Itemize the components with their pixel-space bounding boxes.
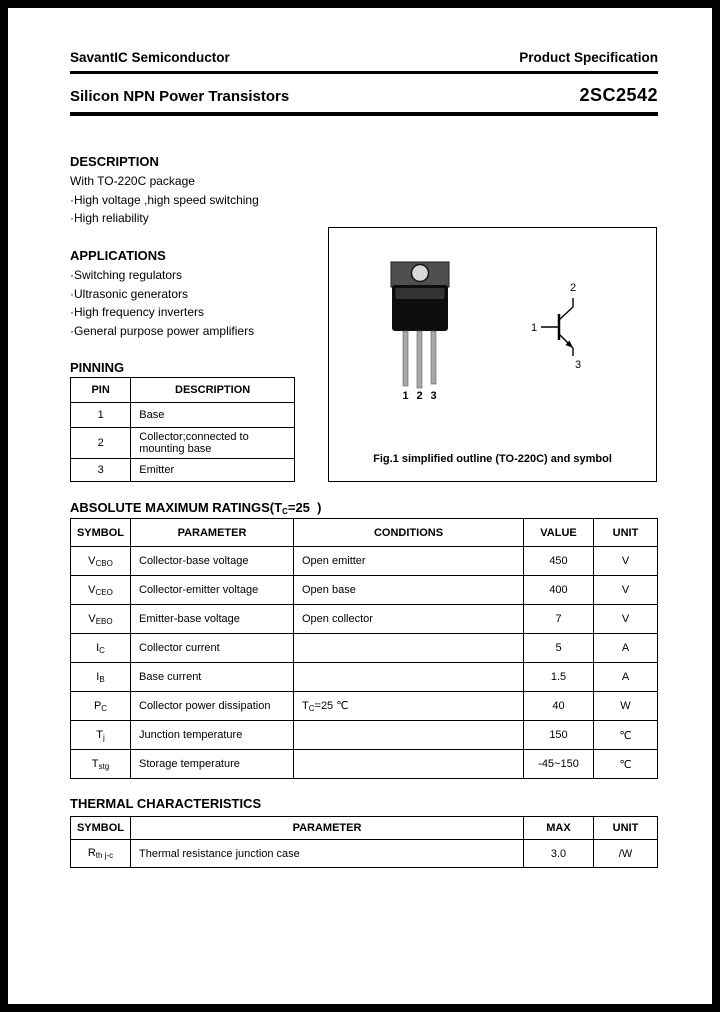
parameter-cell: Collector current <box>131 634 294 663</box>
header-rule <box>70 71 658 74</box>
doc-title: Silicon NPN Power Transistors <box>70 88 290 105</box>
table-row <box>71 634 658 663</box>
table-header-row <box>71 519 658 547</box>
conditions-cell: Open emitter <box>294 547 524 576</box>
symbol-sub: th j-c <box>95 851 114 860</box>
table-row <box>71 721 658 750</box>
unit-cell: V <box>594 576 658 605</box>
base-pin-label: 1 <box>531 322 538 334</box>
symbol-sub: stg <box>98 761 110 771</box>
table-row <box>71 750 658 779</box>
table-row <box>71 459 295 482</box>
value-cell: 7 <box>524 605 594 634</box>
ratings-heading-sub: C <box>282 507 288 516</box>
package-pin-label: 2 <box>416 390 423 402</box>
symbol-col-header: SYMBOL <box>71 817 131 840</box>
description-heading: DESCRIPTION <box>70 154 159 169</box>
figure-graphic <box>329 228 656 438</box>
symbol-cell <box>71 750 131 779</box>
title-row <box>70 85 658 106</box>
symbol-cell <box>71 692 131 721</box>
value-cell: 5 <box>524 634 594 663</box>
symbol-cell <box>71 547 131 576</box>
parameter-cell: Base current <box>131 663 294 692</box>
value-col-header: VALUE <box>524 519 594 547</box>
symbol-sub: C <box>101 703 108 713</box>
page-header <box>70 50 658 65</box>
conditions-cell <box>294 750 524 779</box>
unit-cell: ℃ <box>594 750 658 779</box>
parameter-cell: Collector power dissipation <box>131 692 294 721</box>
company-name: SavantIC Semiconductor <box>70 50 230 65</box>
npn-transistor-symbol <box>541 298 573 356</box>
doc-type-label: Product Specification <box>519 50 658 65</box>
conditions-cell: Open collector <box>294 605 524 634</box>
unit-col-header: UNIT <box>594 519 658 547</box>
ratings-heading-text: =25 ) <box>287 500 322 515</box>
unit-cell: V <box>594 547 658 576</box>
symbol-sub: CEO <box>95 587 113 597</box>
symbol-sub: EBO <box>95 616 113 626</box>
thermal-characteristics-table <box>70 816 658 868</box>
conditions-cell <box>294 692 524 721</box>
condition-text: T <box>302 700 309 712</box>
symbol-text: I <box>96 641 100 654</box>
unit-cell: /W <box>594 840 658 868</box>
ratings-heading <box>70 500 321 516</box>
package-pin-label: 3 <box>430 390 437 402</box>
parameter-cell: Thermal resistance junction case <box>131 840 524 868</box>
title-rule <box>70 112 658 116</box>
value-cell: 450 <box>524 547 594 576</box>
parameter-cell: Emitter-base voltage <box>131 605 294 634</box>
application-item: ·Switching regulators <box>70 268 183 282</box>
symbol-sub: C <box>99 645 105 655</box>
to220-package-drawing <box>391 262 449 388</box>
table-row <box>71 663 658 692</box>
symbol-text: V <box>88 612 96 625</box>
value-cell: 400 <box>524 576 594 605</box>
conditions-cell <box>294 663 524 692</box>
value-cell: 40 <box>524 692 594 721</box>
description-body <box>70 172 259 228</box>
parameter-cell: Collector-emitter voltage <box>131 576 294 605</box>
parameter-col-header: PARAMETER <box>131 519 294 547</box>
parameter-cell: Collector-base voltage <box>131 547 294 576</box>
conditions-cell <box>294 634 524 663</box>
part-number: 2SC2542 <box>579 85 658 105</box>
table-row <box>71 547 658 576</box>
pin-description: Emitter <box>131 459 295 482</box>
max-col-header: MAX <box>524 817 594 840</box>
ratings-heading-text: ABSOLUTE MAXIMUM RATINGS(T <box>70 500 283 515</box>
symbol-cell <box>71 605 131 634</box>
symbol-text: P <box>93 699 102 712</box>
conditions-col-header: CONDITIONS <box>294 519 524 547</box>
pin-number: 3 <box>71 459 131 482</box>
symbol-text: V <box>88 554 96 567</box>
value-cell: 1.5 <box>524 663 594 692</box>
table-row <box>71 605 658 634</box>
value-cell: 150 <box>524 721 594 750</box>
pin-description: Base <box>131 403 295 428</box>
conditions-cell <box>294 721 524 750</box>
symbol-text: R <box>87 847 96 859</box>
symbol-cell <box>71 663 131 692</box>
symbol-cell <box>71 721 131 750</box>
applications-body <box>70 266 254 340</box>
conditions-cell: Open base <box>294 576 524 605</box>
datasheet-page <box>8 8 712 1004</box>
pin-description: Collector;connected to mounting base <box>131 428 295 459</box>
symbol-cell <box>71 840 131 868</box>
value-cell: -45~150 <box>524 750 594 779</box>
figure-box <box>328 227 657 482</box>
symbol-text: I <box>96 670 100 683</box>
parameter-cell: Storage temperature <box>131 750 294 779</box>
max-cell: 3.0 <box>524 840 594 868</box>
pin-number: 2 <box>71 428 131 459</box>
desc-col-header: DESCRIPTION <box>131 378 295 403</box>
table-row <box>71 840 658 868</box>
symbol-sub: j <box>102 732 105 742</box>
condition-text: =25 ℃ <box>314 700 349 712</box>
pin-number: 1 <box>71 403 131 428</box>
condition-sub: C <box>308 704 315 713</box>
application-item: ·General purpose power amplifiers <box>70 323 255 338</box>
package-pin-label: 1 <box>402 390 409 402</box>
symbol-cell <box>71 634 131 663</box>
unit-cell: V <box>594 605 658 634</box>
unit-cell: W <box>594 692 658 721</box>
symbol-col-header: SYMBOL <box>71 519 131 547</box>
table-header-row <box>71 817 658 840</box>
emitter-pin-label: 3 <box>575 359 582 371</box>
description-line: With TO-220C package <box>70 174 195 188</box>
description-line: ·High voltage ,high speed switching <box>70 192 259 207</box>
symbol-cell <box>71 576 131 605</box>
application-item: ·High frequency inverters <box>70 305 205 319</box>
figure-caption: Fig.1 simplified outline (TO-220C) and symbol <box>373 453 612 465</box>
table-row <box>71 692 658 721</box>
symbol-text: V <box>88 583 96 596</box>
package-pin-labels <box>402 390 436 402</box>
parameter-col-header: PARAMETER <box>131 817 524 840</box>
description-line: ·High reliability <box>70 211 149 225</box>
unit-cell: A <box>594 663 658 692</box>
pinning-heading: PINNING <box>70 360 125 375</box>
table-header-row <box>71 378 295 403</box>
absolute-maximum-ratings-table <box>70 518 658 779</box>
unit-cell: ℃ <box>594 721 658 750</box>
parameter-cell: Junction temperature <box>131 721 294 750</box>
symbol-text: T <box>96 728 103 741</box>
unit-cell: A <box>594 634 658 663</box>
application-item: ·Ultrasonic generators <box>70 286 189 301</box>
symbol-sub: CBO <box>95 558 113 568</box>
symbol-sub: B <box>99 674 105 684</box>
collector-pin-label: 2 <box>570 282 577 294</box>
table-row <box>71 576 658 605</box>
table-row <box>71 428 295 459</box>
unit-col-header: UNIT <box>594 817 658 840</box>
pin-col-header: PIN <box>71 378 131 403</box>
applications-heading: APPLICATIONS <box>70 248 166 263</box>
thermal-heading: THERMAL CHARACTERISTICS <box>70 796 262 811</box>
symbol-text: T <box>91 757 99 770</box>
table-row <box>71 403 295 428</box>
pinning-table <box>70 377 295 482</box>
